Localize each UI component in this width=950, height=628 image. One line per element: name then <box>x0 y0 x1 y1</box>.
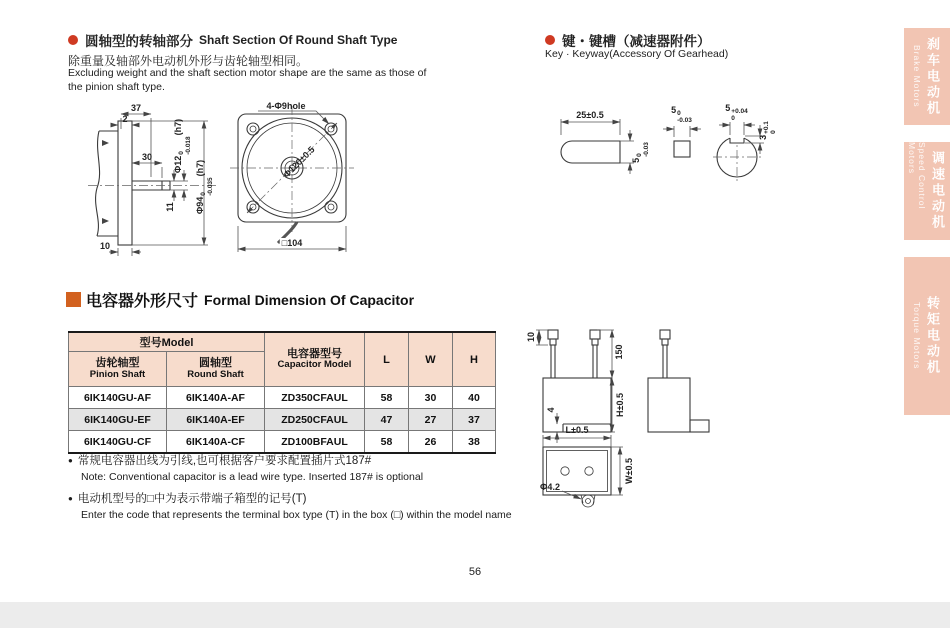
table-header-h: H <box>453 332 496 387</box>
dim-key-length: 25±0.5 <box>576 110 604 120</box>
dim-10: 10 <box>99 241 111 251</box>
page-number: 56 <box>468 566 482 578</box>
tab-label-zh: 调速电动机 <box>930 151 945 231</box>
sidebar-tab-torque-motors[interactable] <box>904 257 950 415</box>
table-header-capacitor-model: 电容器型号 Capacitor Model <box>265 332 365 387</box>
table-header-l: L <box>365 332 409 387</box>
dim-value: Φ12 <box>173 155 184 174</box>
dim-holes-label: 4-Φ9hole <box>266 101 306 111</box>
dim-cap-width: W±0.5 <box>624 458 634 484</box>
tab-label-zh: 刹车电动机 <box>925 36 940 117</box>
tab-label-zh: 转矩电动机 <box>925 296 940 376</box>
motor-front-view-drawing <box>230 106 354 252</box>
dim-cap-height: H±0.5 <box>615 393 625 417</box>
table-header-round-shaft: 圆轴型 Round Shaft <box>167 352 265 387</box>
table-row: 6IK140GU-AF 6IK140A-AF ZD350CFAUL 58 30 40 <box>69 387 496 409</box>
note-1-zh: ● 常规电容器出线为引线,也可根据客户要求配置插片式187# <box>68 455 372 467</box>
dim-30: 30 <box>141 152 153 162</box>
dim-2: 2 <box>122 114 128 124</box>
note-1-en: Note: Conventional capacitor is a lead wire type. Inserted 187# is optional <box>81 471 424 483</box>
table-row: 6IK140GU-CF 6IK140A-CF ZD100BFAUL 58 26 38 <box>69 431 496 454</box>
tab-label-en: Torque Motors <box>912 302 922 370</box>
shaft-desc-en: Excluding weight and the shaft section motor shape are the same as those of the pinion shaft type. <box>68 67 427 93</box>
note-2-zh: ● 电动机型号的□中为表示带端子箱型的记号(T) <box>68 493 307 505</box>
dim-key-height: 5 0 -0.03 <box>631 142 650 163</box>
bullet-icon: ● <box>68 456 73 465</box>
dim-bolt-circle: Φ120±0.5 <box>281 144 317 180</box>
dim-fit: (h7) <box>195 159 206 177</box>
table-header-pinion-shaft: 齿轮轴型 Pinion Shaft <box>69 352 167 387</box>
footer-band <box>0 602 950 628</box>
table-header-w: W <box>409 332 453 387</box>
capacitor-title-en: Formal Dimension Of Capacitor <box>204 291 415 308</box>
dim-37: 37 <box>130 103 142 113</box>
dim-cap-hole: Φ4.2 <box>540 482 560 492</box>
shaft-title-zh: 圆轴型的转轴部分 <box>85 34 193 49</box>
key-title-zh: 键・键槽（减速器附件） <box>562 34 711 49</box>
table-row: 6IK140GU-EF 6IK140A-EF ZD250CFAUL 47 27 37 <box>69 409 496 431</box>
tab-label-en: Speed Control Motors <box>907 142 927 210</box>
dim-cap-10: 10 <box>526 331 536 343</box>
dim-keyway-depth: 3 +0.1 0 <box>758 121 777 140</box>
dim-cap-4: 4 <box>546 407 556 413</box>
dim-shaft-diameter: Φ12 0 -0.018 (h7) <box>173 118 192 174</box>
shaft-title-en: Shaft Section Of Round Shaft Type <box>199 33 398 47</box>
sidebar-tab-speed-control-motors[interactable] <box>904 142 950 240</box>
table-header-model-group: 型号Model <box>69 332 265 352</box>
dim-pilot-diameter: Φ94 0 -0.035 (h7) <box>195 159 214 215</box>
shaft-desc-zh: 除重量及轴部外电动机外形与齿轮轴型相同。 <box>68 54 309 68</box>
dim-square-size: □104 <box>281 238 303 248</box>
dim-value: Φ94 <box>195 196 206 215</box>
key-title-en: Key · Keyway(Accessory Of Gearhead) <box>545 48 729 60</box>
dim-fit: (h7) <box>173 118 184 136</box>
sidebar-tab-brake-motors[interactable] <box>904 28 950 125</box>
dim-cap-150: 150 <box>614 344 624 360</box>
note-2-en: Enter the code that represents the terminal box type (T) in the box (□) within the model name <box>81 509 512 521</box>
key-keyway-drawing <box>561 119 764 181</box>
capacitor-title-zh: 电容器外形尺寸 <box>86 293 199 310</box>
dim-11: 11 <box>165 202 175 212</box>
bullet-icon: ● <box>68 494 73 503</box>
dim-key-width: 5 0 -0.03 <box>671 105 692 124</box>
dim-keyway-width: 5 +0.04 0 <box>725 103 748 122</box>
tab-label-en: Brake Motors <box>912 45 922 108</box>
dim-cap-length: L±0.5 <box>565 425 589 435</box>
capacitor-table <box>68 331 496 454</box>
